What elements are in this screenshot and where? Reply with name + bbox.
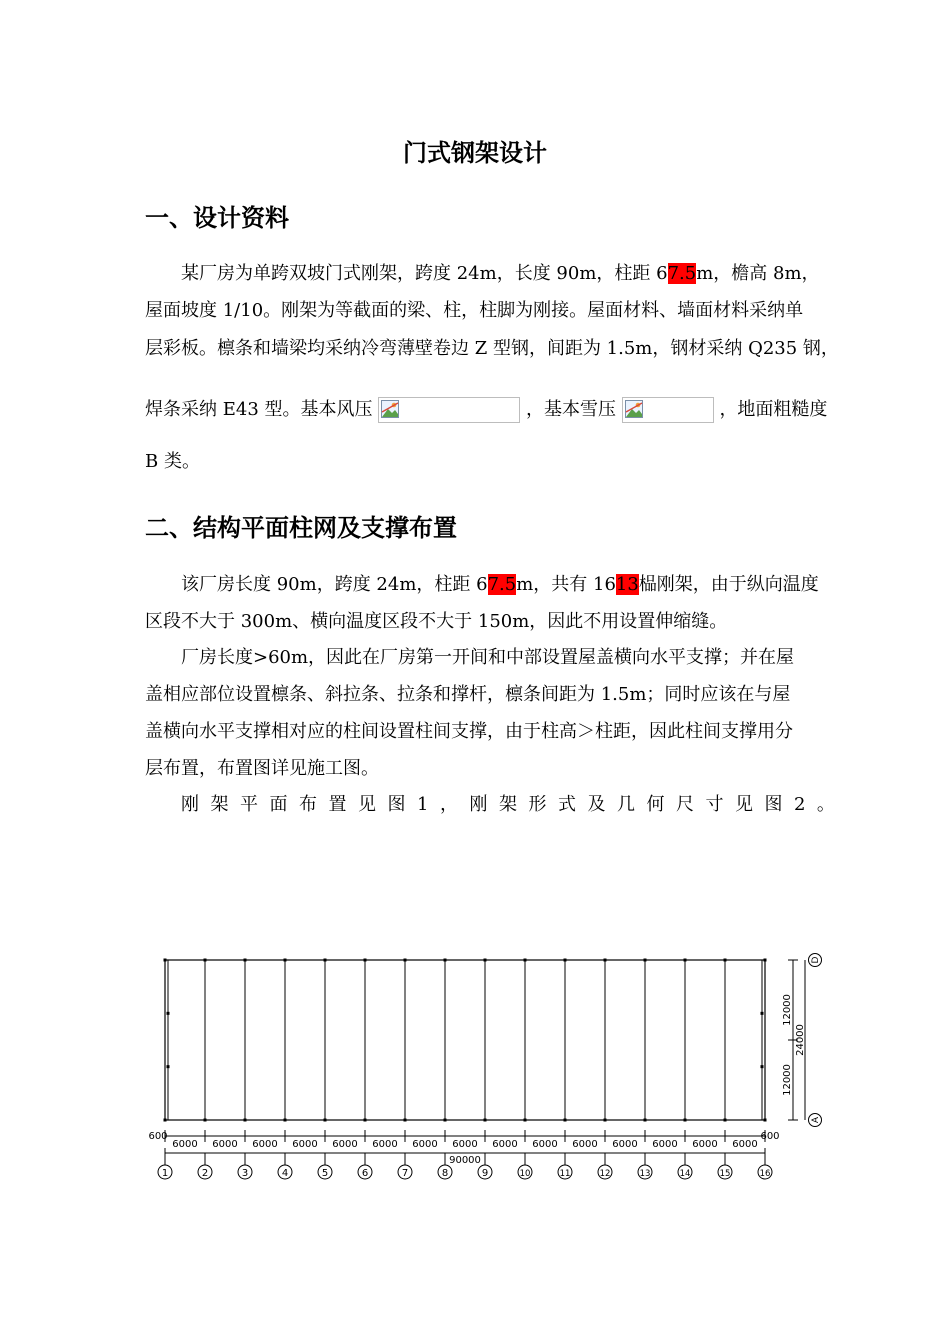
paragraph-line: 盖相应部位设置檩条、斜拉条、拉条和撑杆，檩条间距为 1.5m；同时应该在与屋: [145, 684, 791, 705]
column-mark: [204, 959, 207, 962]
bay-dimension-label: 6000: [372, 1139, 398, 1150]
axis-number: 7: [401, 1168, 409, 1179]
axis-number: 3: [241, 1168, 249, 1179]
column-mark: [564, 1119, 567, 1122]
spread-char: 见: [358, 794, 376, 815]
column-mark: [244, 959, 247, 962]
axis-number: 10: [519, 1169, 531, 1179]
document-title: 门式钢架设计: [403, 139, 547, 167]
paragraph-line: B 类。: [145, 451, 200, 472]
axis-number: 11: [559, 1169, 571, 1179]
axis-number: 13: [639, 1169, 651, 1179]
bay-dimension-label: 6000: [532, 1139, 558, 1150]
paragraph-line: 层彩板。檩条和墙梁均采纳冷弯薄壁卷边 Z 型钢，间距为 1.5m，钢材采纳 Q235 钢，: [145, 338, 839, 359]
paragraph-line: 区段不大于 300m、横向温度区段不大于 150m，因此不用设置伸缩缝。: [145, 611, 728, 632]
spread-char: 何: [646, 794, 665, 815]
column-mark: [364, 959, 367, 962]
bay-dimension-label: 6000: [572, 1139, 598, 1150]
axis-number: 2: [201, 1168, 209, 1179]
paragraph-line: [181, 573, 835, 597]
total-length-label: 90000: [449, 1155, 481, 1166]
bay-dimension-label: 6000: [732, 1139, 758, 1150]
column-mark: [724, 1119, 727, 1122]
axis-number: 14: [679, 1169, 691, 1179]
axis-number: 16: [759, 1169, 771, 1179]
column-mark: [324, 1119, 327, 1122]
text-run: 该厂房长度 90m，跨度 24m，柱距 6: [181, 574, 488, 595]
highlight-mark: 13: [615, 574, 639, 595]
spread-char: ，: [439, 794, 458, 815]
axis-letter: A: [811, 1116, 821, 1124]
column-mark: [444, 959, 447, 962]
wind-column-mark: [167, 1012, 170, 1015]
span-total-label: 24000: [795, 1024, 806, 1056]
bay-dimension-label: 6000: [212, 1139, 238, 1150]
column-mark: [644, 959, 647, 962]
spread-char: 置: [328, 794, 347, 815]
text-run: m，共有 16: [516, 574, 616, 595]
bay-dimension-label: 6000: [612, 1139, 638, 1150]
column-mark: [204, 1119, 207, 1122]
wind-column-mark: [761, 1065, 764, 1068]
spread-char: 架: [498, 794, 517, 815]
spread-char: 刚: [181, 794, 199, 815]
spread-char: 几: [616, 794, 635, 815]
axis-number: 8: [441, 1168, 449, 1179]
text-run: m，檐高 8m，: [696, 263, 820, 284]
bay-dimension-label: 6000: [692, 1139, 718, 1150]
column-mark: [684, 1119, 687, 1122]
spread-char: 寸: [705, 794, 724, 815]
axis-number: 9: [481, 1168, 489, 1179]
text-run: 某厂房为单跨双坡门式刚架，跨度 24m，长度 90m，柱距 6: [181, 263, 668, 284]
axis-number: 5: [321, 1168, 329, 1179]
text-run: 榀刚架，由于纵向温度: [638, 574, 819, 595]
column-mark: [444, 1119, 447, 1122]
text-run: 焊条采纳 E43 型。基本风压: [145, 399, 373, 420]
bay-dimension-label: 6000: [252, 1139, 278, 1150]
column-mark: [284, 1119, 287, 1122]
spread-char: 。: [816, 794, 835, 815]
text-run: ，基本雪压: [525, 399, 616, 420]
paragraph-line: [181, 262, 835, 286]
column-mark: [364, 1119, 367, 1122]
wind-column-mark: [167, 1065, 170, 1068]
column-mark: [404, 1119, 407, 1122]
column-mark: [764, 959, 767, 962]
highlight-mark: 7.5: [487, 574, 517, 595]
column-mark: [524, 1119, 527, 1122]
section1-heading: 一、设计资料: [145, 204, 289, 232]
half-span-label: 12000: [782, 1064, 793, 1096]
spread-char: 架: [210, 794, 229, 815]
broken-image-icon: [381, 400, 399, 418]
spread-char: 面: [269, 794, 288, 815]
axis-number: 4: [281, 1168, 289, 1179]
column-mark: [324, 959, 327, 962]
bay-dimension-label: 6000: [492, 1139, 518, 1150]
spread-char: 图: [764, 794, 783, 815]
text-run: ，地面粗糙度: [719, 399, 828, 420]
column-mark: [164, 959, 167, 962]
column-mark: [484, 1119, 487, 1122]
axis-number: 6: [361, 1168, 369, 1179]
broken-image-placeholder: [622, 397, 714, 423]
column-mark: [524, 959, 527, 962]
paragraph-line: [145, 397, 835, 423]
spread-char: 及: [587, 794, 606, 815]
paragraph-line: 层布置，布置图详见施工图。: [145, 758, 379, 779]
end-offset-label: 600: [148, 1131, 168, 1142]
spread-char: 形: [528, 794, 547, 815]
column-mark: [604, 1119, 607, 1122]
spread-char: 1: [417, 794, 429, 815]
end-offset-label: 600: [760, 1131, 780, 1142]
building-outline: [165, 960, 765, 1120]
column-mark: [164, 1119, 167, 1122]
column-mark: [484, 959, 487, 962]
column-grid-plan-drawing: [148, 950, 821, 1185]
column-mark: [564, 959, 567, 962]
bay-dimension-label: 6000: [172, 1139, 198, 1150]
half-span-label: 12000: [782, 994, 793, 1026]
paragraph-line: 厂房长度>60m，因此在厂房第一开间和中部设置屋盖横向水平支撑；并在屋: [181, 647, 795, 668]
spread-char: 布: [299, 794, 317, 815]
paragraph-line: 盖横向水平支撑相对应的柱间设置柱间支撑，由于柱高＞柱距，因此柱间支撑用分: [145, 721, 793, 742]
spread-char: 图: [387, 794, 406, 815]
axis-letter: D: [811, 956, 821, 964]
column-mark: [404, 959, 407, 962]
paragraph-line-justified: [181, 793, 835, 817]
column-mark: [604, 959, 607, 962]
axis-number: 15: [719, 1169, 731, 1179]
column-mark: [244, 1119, 247, 1122]
column-mark: [644, 1119, 647, 1122]
highlight-mark: 7.5: [667, 263, 697, 284]
axis-number: 12: [599, 1169, 611, 1179]
spread-char: 见: [734, 794, 753, 815]
bay-dimension-label: 6000: [652, 1139, 678, 1150]
broken-image-placeholder: [378, 397, 520, 423]
column-mark: [764, 1119, 767, 1122]
column-mark: [284, 959, 287, 962]
spread-char: 式: [557, 794, 576, 815]
column-mark: [684, 959, 687, 962]
spread-char: 平: [240, 794, 258, 815]
spread-char: 尺: [675, 794, 694, 815]
broken-image-icon: [625, 400, 643, 418]
bay-dimension-label: 6000: [292, 1139, 318, 1150]
section2-heading: 二、结构平面柱网及支撑布置: [145, 514, 457, 542]
paragraph-line: 屋面坡度 1/10。刚架为等截面的梁、柱，柱脚为刚接。屋面材料、墙面材料采纳单: [145, 300, 804, 321]
bay-dimension-label: 6000: [452, 1139, 478, 1150]
spread-char: 刚: [469, 794, 488, 815]
column-mark: [724, 959, 727, 962]
bay-dimension-label: 6000: [332, 1139, 358, 1150]
spread-char: 2: [793, 794, 806, 815]
bay-dimension-label: 6000: [412, 1139, 438, 1150]
axis-number: 1: [161, 1168, 169, 1179]
wind-column-mark: [761, 1012, 764, 1015]
